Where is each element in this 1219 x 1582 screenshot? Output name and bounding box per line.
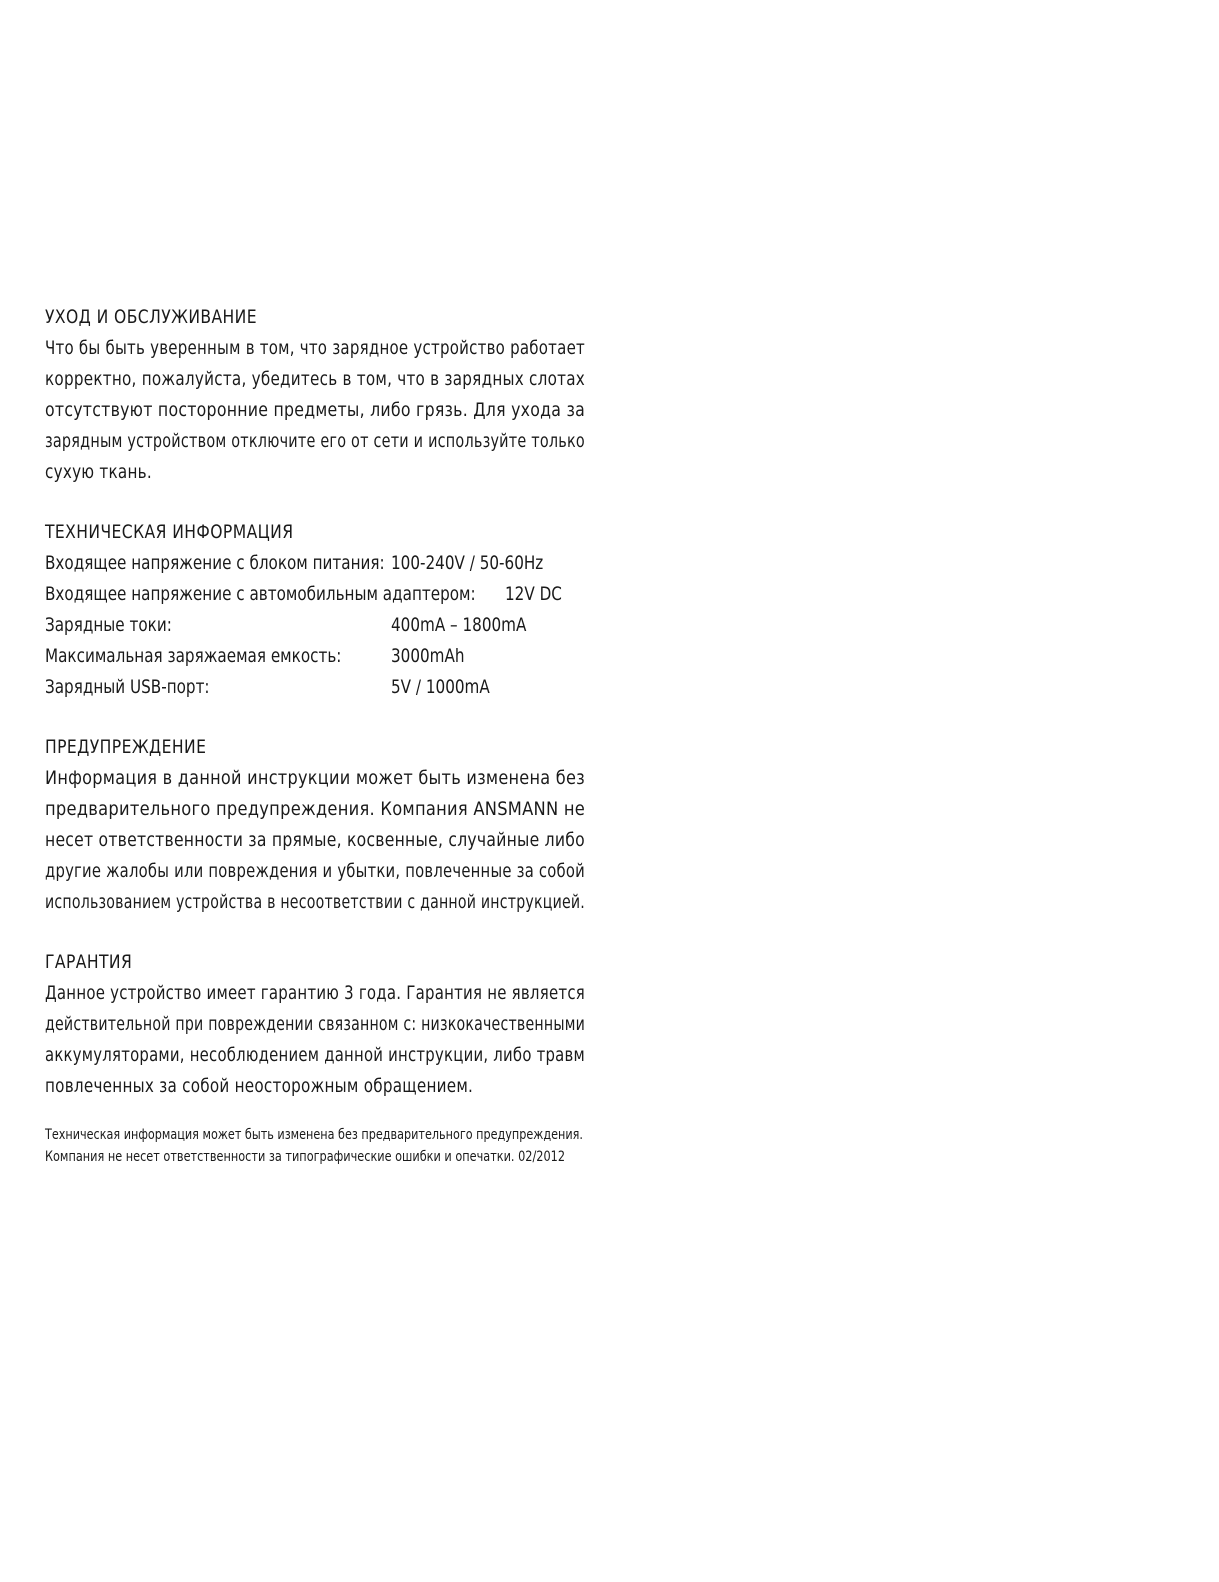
warranty-title: ГАРАНТИЯ <box>45 951 133 973</box>
spec-label: Зарядный USB-порт: <box>45 676 210 698</box>
warranty-line: повлеченных за собой неосторожным обращением. <box>45 1075 474 1097</box>
spec-label: Зарядные токи: <box>45 614 172 636</box>
warranty-paragraph <box>45 978 585 1102</box>
spec-row <box>45 548 585 579</box>
warning-line: предварительного предупреждения. Компания ANSMANN не <box>45 798 586 820</box>
spec-value: 400mA – 1800mA <box>391 614 527 636</box>
tech-section <box>45 517 585 703</box>
care-section <box>45 302 585 488</box>
care-line: сухую ткань. <box>45 461 152 483</box>
warranty-line: действительной при повреждении связанном с: низкокачественными <box>45 1013 586 1035</box>
spec-label: Максимальная заряжаемая емкость: <box>45 645 342 667</box>
spec-value: 5V / 1000mA <box>391 676 490 698</box>
spec-value: 100-240V / 50-60Hz <box>391 552 544 574</box>
warranty-line: аккумуляторами, несоблюдением данной инструкции, либо травм <box>45 1044 585 1066</box>
footnote-line: Техническая информация может быть изменена без предварительного предупреждения. <box>45 1127 584 1143</box>
footnote <box>45 1124 585 1168</box>
care-paragraph <box>45 333 585 488</box>
warning-line: использованием устройства в несоответствии с данной инструкцией. <box>45 891 586 913</box>
spec-label: Входящее напряжение с автомобильным адаптером: <box>45 583 476 605</box>
care-line: отсутствуют посторонние предметы, либо грязь. Для ухода за <box>45 399 585 421</box>
care-line: корректно, пожалуйста, убедитесь в том, что в зарядных слотах <box>45 368 586 390</box>
warning-paragraph <box>45 763 585 918</box>
warranty-section <box>45 947 585 1102</box>
document-page <box>45 302 585 1168</box>
warning-line: Информация в данной инструкции может быть изменена без <box>45 767 586 789</box>
warning-title: ПРЕДУПРЕЖДЕНИЕ <box>45 736 207 758</box>
spec-row <box>45 610 585 641</box>
spec-row <box>45 579 585 610</box>
care-title: УХОД И ОБСЛУЖИВАНИЕ <box>45 306 257 328</box>
spec-table <box>45 548 585 703</box>
spec-value: 3000mAh <box>391 645 465 667</box>
spec-value: 12V DC <box>505 583 562 605</box>
spec-row <box>45 672 585 703</box>
care-line: зарядным устройством отключите его от сети и используйте только <box>45 430 585 452</box>
tech-title: ТЕХНИЧЕСКАЯ ИНФОРМАЦИЯ <box>45 521 294 543</box>
spec-row <box>45 641 585 672</box>
spec-label: Входящее напряжение с блоком питания: <box>45 552 385 574</box>
care-line: Что бы быть уверенным в том, что зарядное устройство работает <box>45 337 586 359</box>
warning-line: несет ответственности за прямые, косвенные, случайные либо <box>45 829 585 851</box>
warranty-line: Данное устройство имеет гарантию 3 года. Гарантия не является <box>45 982 586 1004</box>
warning-line: другие жалобы или повреждения и убытки, повлеченные за собой <box>45 860 586 882</box>
warning-section <box>45 732 585 918</box>
footnote-line: Компания не несет ответственности за типографические ошибки и опечатки. 02/2012 <box>45 1149 566 1165</box>
